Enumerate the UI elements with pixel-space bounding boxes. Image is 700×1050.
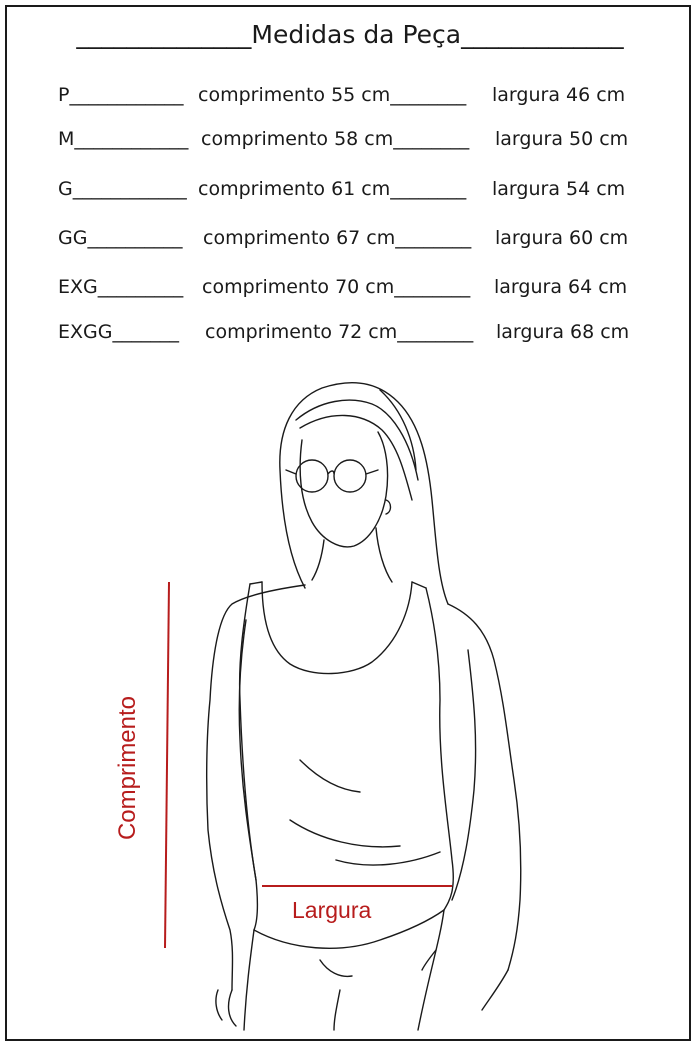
model-illustration [0, 360, 700, 1050]
width-value: largura 68 cm [496, 321, 630, 343]
thigh-line [334, 990, 340, 1030]
hair-strand [300, 415, 412, 500]
length-value: comprimento 70 cm________ [202, 276, 471, 298]
face-outline [300, 432, 387, 547]
ear [386, 500, 391, 514]
length-value: comprimento 55 cm________ [198, 84, 467, 106]
size-label: GG__________ [58, 227, 183, 249]
size-row-g [0, 174, 700, 204]
length-value: comprimento 72 cm________ [205, 321, 474, 343]
width-label: Largura [292, 897, 372, 923]
page-title: ______________Medidas da Peça_____________ [76, 20, 624, 49]
hair-strand [296, 400, 418, 480]
size-row-exgg [0, 317, 700, 347]
glasses-arm [286, 470, 296, 474]
width-value: largura 54 cm [492, 178, 626, 200]
tank-top-right-side [426, 588, 453, 910]
tank-top-left-side [240, 584, 258, 930]
leg-left [244, 930, 254, 1030]
width-value: largura 46 cm [492, 84, 626, 106]
right-arm-inner [452, 650, 476, 900]
neck [376, 528, 392, 582]
tank-top-fold [336, 852, 440, 865]
tank-top-neckline [262, 582, 412, 674]
width-value: largura 50 cm [495, 128, 629, 150]
length-measure-line [165, 582, 169, 948]
neck [312, 540, 324, 580]
tank-top-fold [290, 820, 400, 847]
size-label: EXGG_______ [58, 321, 179, 343]
left-arm [207, 585, 305, 990]
length-value: comprimento 61 cm________ [198, 178, 467, 200]
tank-top-strap [412, 582, 426, 588]
size-row-m [0, 124, 700, 154]
width-value: largura 60 cm [495, 227, 629, 249]
glasses-arm [366, 470, 378, 474]
size-label: EXG_________ [58, 276, 184, 298]
size-label: M____________ [58, 128, 189, 150]
width-value: largura 64 cm [494, 276, 628, 298]
crotch [320, 960, 352, 976]
size-row-exg [0, 272, 700, 302]
length-label: Comprimento [114, 695, 141, 841]
right-arm [448, 604, 521, 970]
size-label: G____________ [58, 178, 187, 200]
size-row-p [0, 80, 700, 110]
size-label: P____________ [58, 84, 184, 106]
length-value: comprimento 67 cm________ [203, 227, 472, 249]
tank-top-strap [250, 582, 262, 584]
tank-top-fold [300, 760, 360, 792]
size-row-gg [0, 223, 700, 253]
left-hand-fingers [216, 990, 222, 1020]
hair-outline [280, 383, 448, 604]
length-value: comprimento 58 cm________ [201, 128, 470, 150]
right-hand [482, 970, 508, 1010]
glasses-bridge [328, 471, 334, 474]
left-hand [229, 990, 236, 1026]
glasses-right-lens [334, 460, 366, 492]
